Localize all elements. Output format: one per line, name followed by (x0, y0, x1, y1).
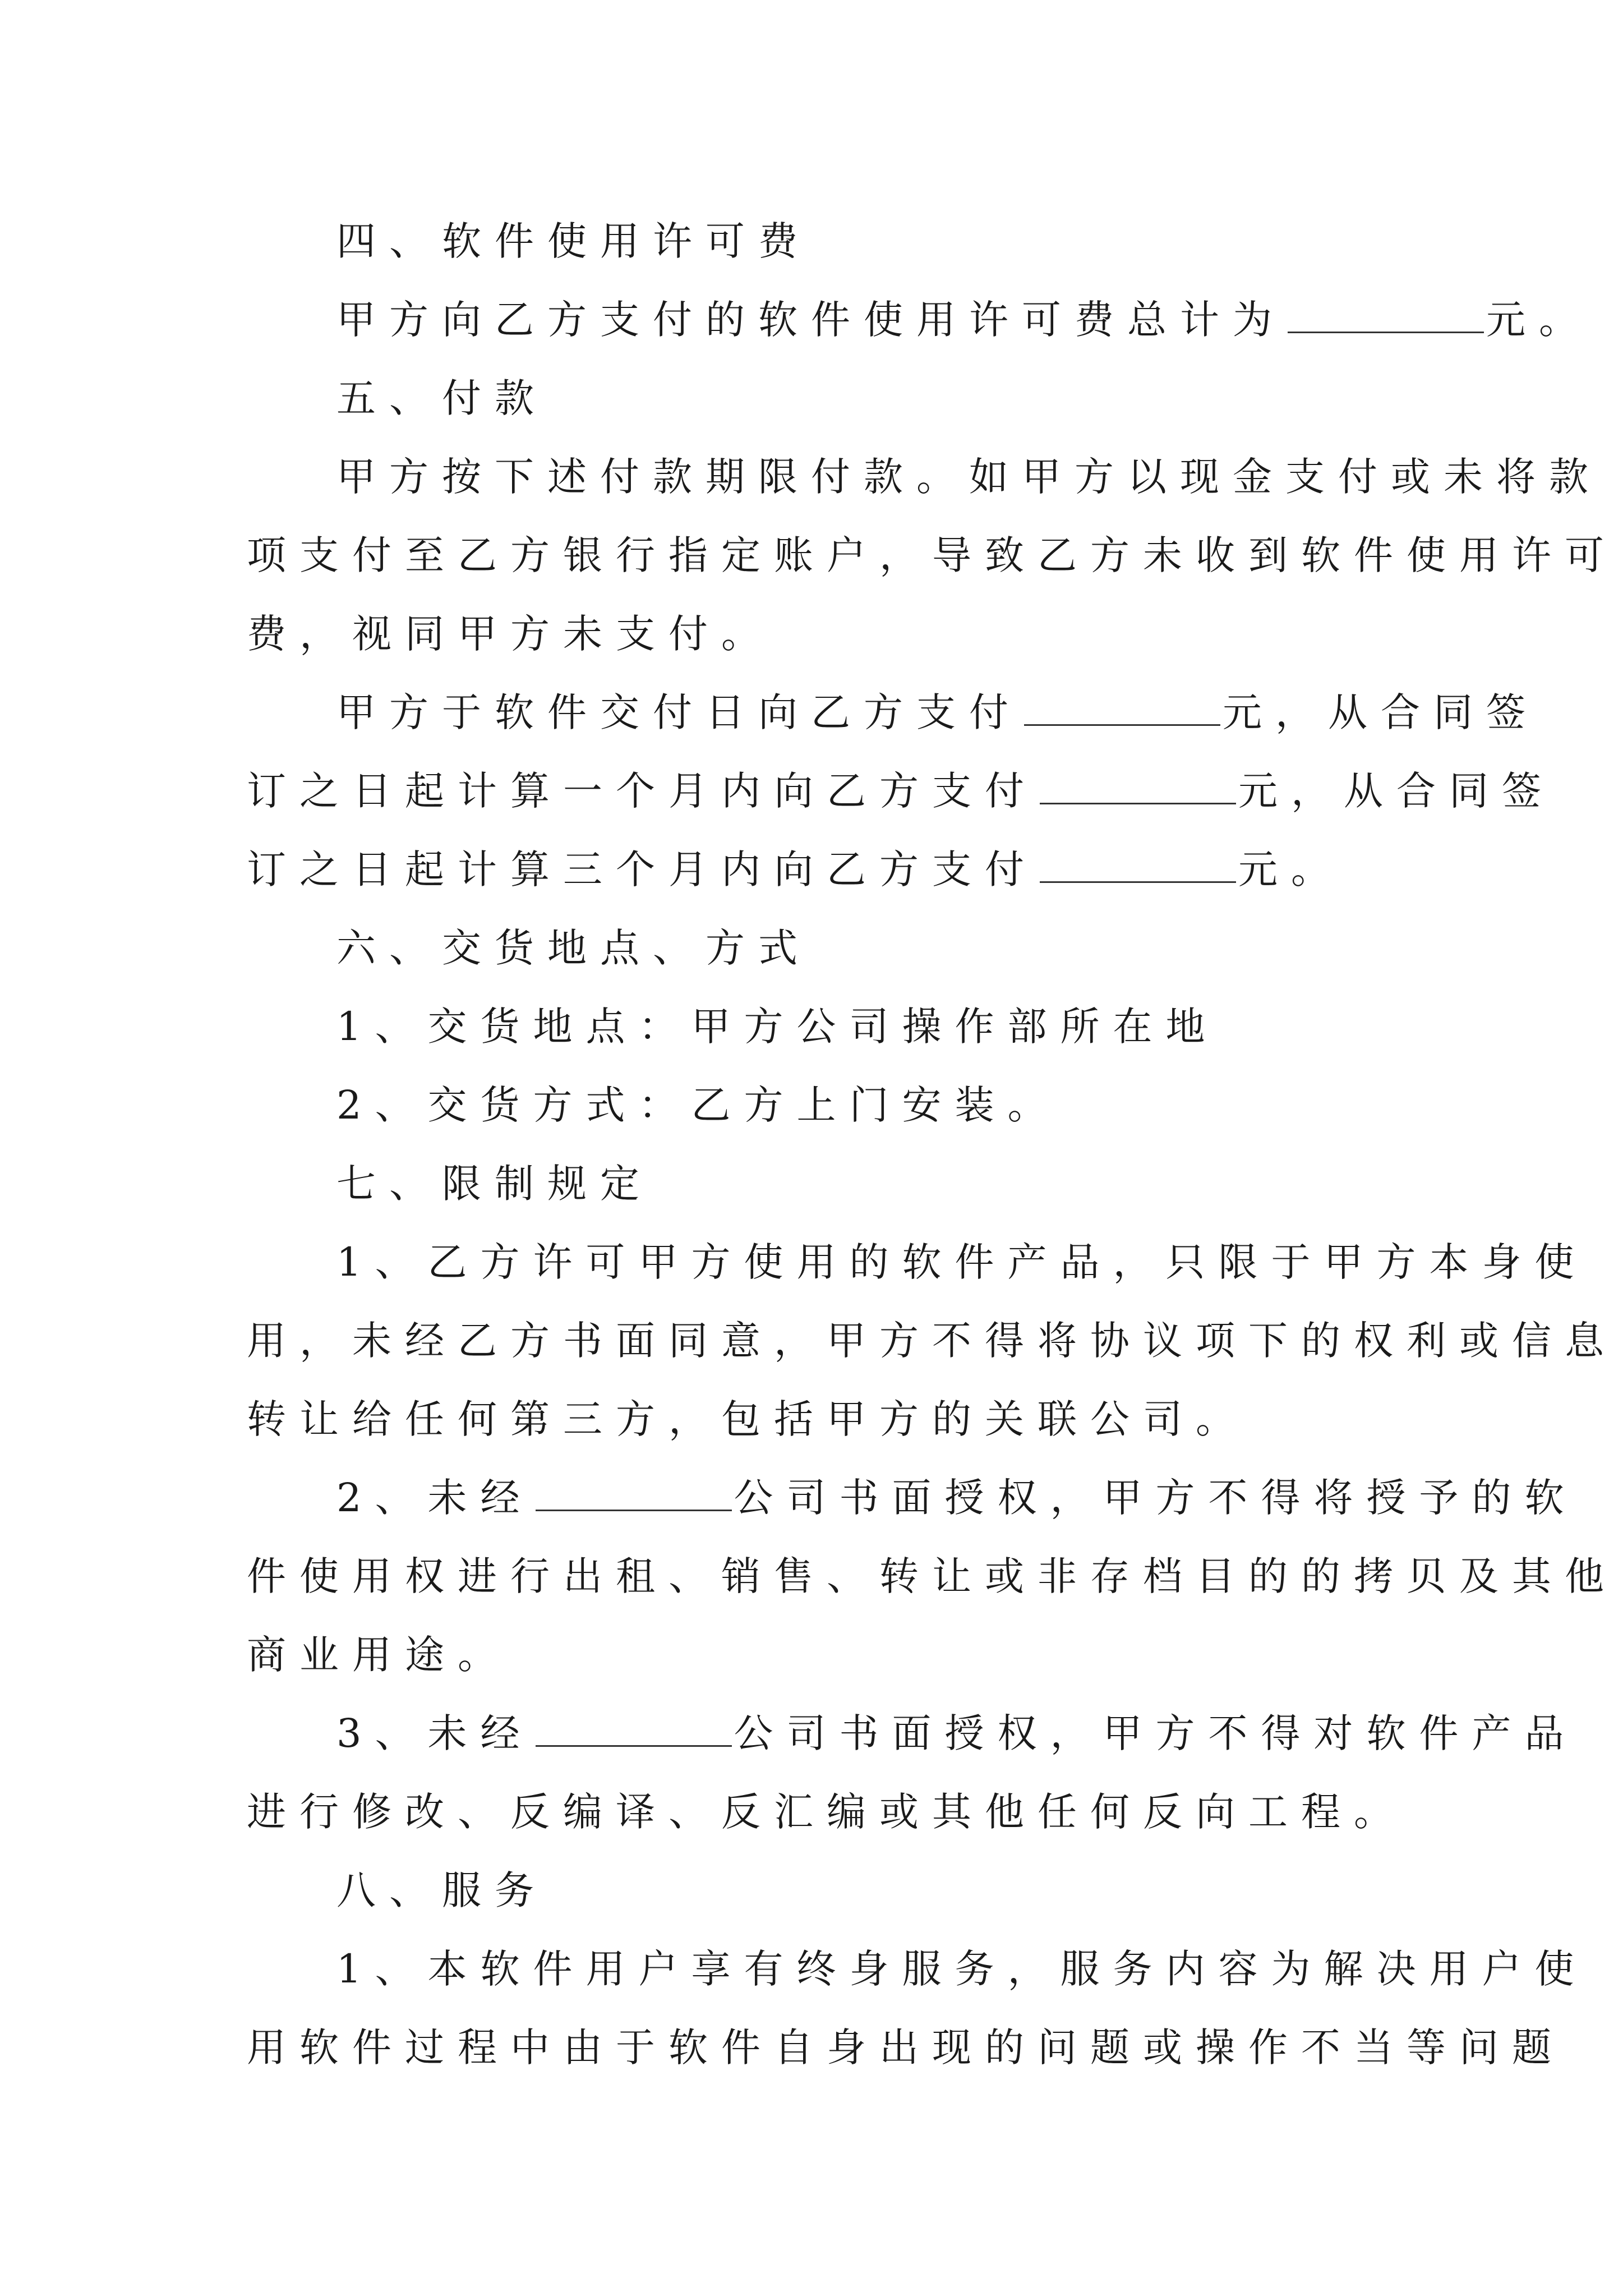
paragraph-line: 商业用途。 (247, 1632, 510, 1678)
paragraph-line: 甲方于软件交付日向乙方支付 元，从合同签 (336, 689, 1539, 735)
paragraph-line: 甲方向乙方支付的软件使用许可费总计为 元。 (336, 297, 1592, 343)
paragraph-line: 转让给任何第三方，包括甲方的关联公司。 (247, 1396, 1248, 1442)
paragraph-line: 2、未经 公司书面授权，甲方不得将授予的软 (336, 1475, 1578, 1521)
fill-in-blank (1040, 769, 1236, 804)
section-heading-payment: 五、付款 (336, 375, 547, 421)
fill-in-blank (1040, 848, 1236, 883)
paragraph-line: 用软件过程中由于软件自身出现的问题或操作不当等问题 (247, 2024, 1565, 2070)
paragraph-line: 订之日起计算三个月内向乙方支付 元。 (247, 846, 1344, 892)
paragraph-line: 1、交货地点：甲方公司操作部所在地 (336, 1004, 1219, 1050)
section-heading-delivery: 六、交货地点、方式 (336, 925, 811, 971)
fill-in-blank (1024, 691, 1220, 726)
fill-in-blank (1288, 298, 1484, 333)
paragraph-line: 进行修改、反编译、反汇编或其他任何反向工程。 (247, 1789, 1407, 1835)
paragraph-line: 用，未经乙方书面同意，甲方不得将协议项下的权利或信息 (247, 1318, 1617, 1364)
paragraph-line: 甲方按下述付款期限付款。如甲方以现金支付或未将款 (336, 454, 1602, 500)
section-heading-license-fee: 四、软件使用许可费 (336, 218, 811, 264)
fill-in-blank (536, 1711, 732, 1747)
paragraph-line: 1、乙方许可甲方使用的软件产品，只限于甲方本身使 (336, 1239, 1588, 1285)
section-heading-service: 八、服务 (336, 1867, 547, 1913)
section-heading-restrictions: 七、限制规定 (336, 1161, 653, 1207)
paragraph-line: 费，视同甲方未支付。 (247, 611, 774, 657)
paragraph-line: 1、本软件用户享有终身服务，服务内容为解决用户使 (336, 1946, 1588, 1992)
paragraph-line: 件使用权进行出租、销售、转让或非存档目的的拷贝及其他 (247, 1553, 1617, 1599)
paragraph-line: 2、交货方式：乙方上门安装。 (336, 1082, 1061, 1128)
paragraph-line: 订之日起计算一个月内向乙方支付 元，从合同签 (247, 768, 1555, 814)
paragraph-line: 3、未经 公司书面授权，甲方不得对软件产品 (336, 1710, 1578, 1756)
paragraph-line: 项支付至乙方银行指定账户，导致乙方未收到软件使用许可 (247, 532, 1617, 578)
fill-in-blank (536, 1476, 732, 1511)
